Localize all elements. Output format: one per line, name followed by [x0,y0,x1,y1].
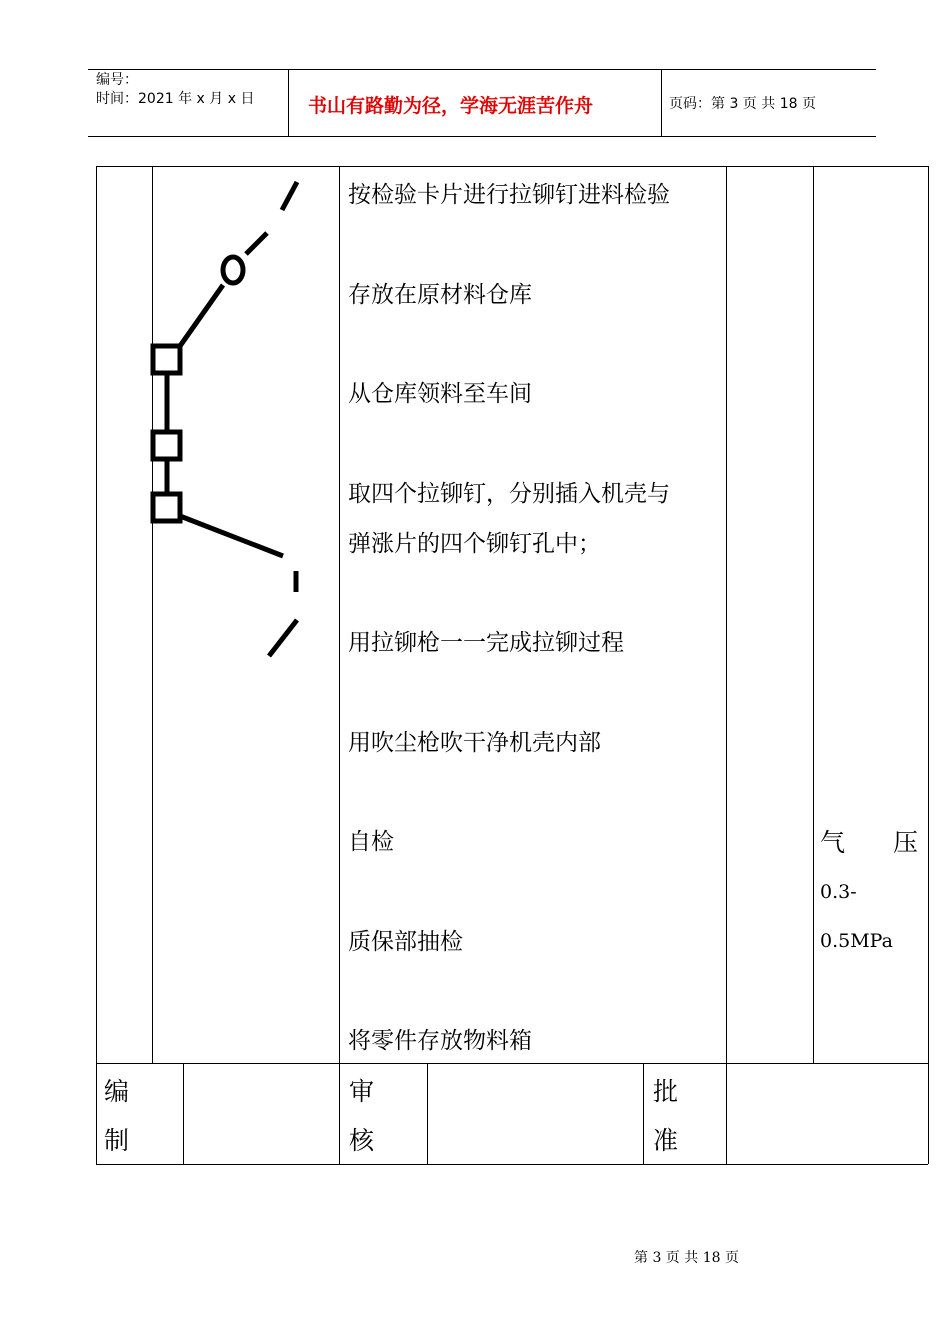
flow-operation-box-1 [153,346,180,373]
doc-number-label: 编号： [96,72,138,88]
reviewed-by-label-2: 核 [349,1126,375,1155]
note-air-char: 气 [820,828,846,857]
table-bottom-border [96,1164,928,1165]
col-divider-4 [813,166,814,1063]
signoff-divider-3 [643,1063,644,1164]
step-insert-rivets-line1: 取四个拉铆钉，分别插入机壳与 [348,481,670,507]
flow-dash-bottom [269,620,297,656]
page-indicator: 页码：第 3 页 共 18 页 [669,96,816,112]
table-left-border [96,166,97,1164]
table-mid-border [96,1063,928,1064]
header-divider-left [288,69,289,136]
flow-dash-top [282,182,297,210]
col-divider-3 [726,166,727,1164]
approved-by-label-1: 批 [653,1077,679,1106]
approved-by-label-2: 准 [653,1126,679,1155]
header-motto: 书山有路勤为径，学海无涯苦作舟 [308,95,594,117]
signoff-divider-1 [183,1063,184,1164]
signoff-divider-2 [427,1063,428,1164]
note-pressure-min: 0.3- [820,881,857,903]
flow-operation-box-3 [153,494,180,521]
page-footer: 第 3 页 共 18 页 [634,1250,739,1266]
flow-connector-out [180,516,283,556]
step-store-raw-material: 存放在原材料仓库 [348,282,532,308]
step-blow-clean: 用吹尘枪吹干净机壳内部 [348,730,601,756]
flow-transport-symbol [223,257,243,283]
process-flow-diagram [140,170,340,670]
note-pressure-max: 0.5MPa [820,930,893,952]
reviewed-by-label-1: 审 [349,1077,375,1106]
flow-connector-inspect [246,233,267,254]
header-bottom-rule [88,136,876,137]
step-store-parts: 将零件存放物料箱 [348,1028,532,1054]
step-qa-sampling: 质保部抽检 [348,929,463,955]
step-insert-rivets-line2: 弹涨片的四个铆钉孔中； [348,531,601,557]
header-top-rule [88,69,876,70]
flow-operation-box-2 [153,432,180,459]
step-rivet-process: 用拉铆枪一一完成拉铆过程 [348,630,624,656]
flow-connector-storage [180,285,223,346]
table-right-border [928,166,929,1164]
step-pick-material: 从仓库领料至车间 [348,381,532,407]
compiled-by-label-1: 编 [104,1077,130,1106]
note-pressure-char: 压 [893,828,919,857]
table-top-border [96,166,928,167]
doc-time-label: 时间：2021 年 x 月 x 日 [96,91,255,107]
header-divider-right [661,69,662,136]
compiled-by-label-2: 制 [104,1126,130,1155]
step-incoming-inspection: 按检验卡片进行拉铆钉进料检验 [348,182,670,208]
step-self-inspection: 自检 [348,829,394,855]
